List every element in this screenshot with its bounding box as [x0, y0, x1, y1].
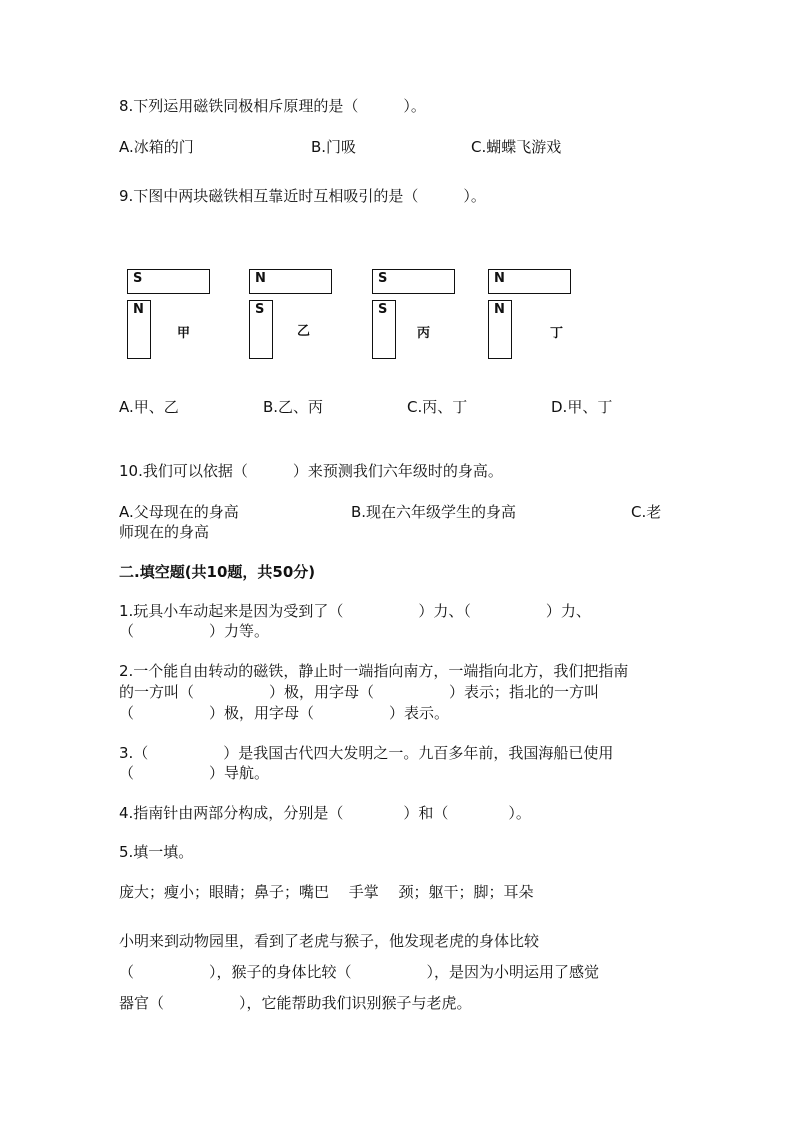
q10-stem: 10.我们可以依据（ ）来预测我们六年级时的身高。 [119, 462, 503, 480]
pole-label: N [255, 271, 266, 286]
q9-option-a: A.甲、乙 [119, 398, 179, 416]
vertical-magnet [249, 300, 273, 359]
fill-q1-line1: 1.玩具小车动起来是因为受到了（ ）力、（ ）力、 [119, 602, 591, 620]
q8-option-a: A.冰箱的门 [119, 138, 194, 156]
fill-q2-line3: （ ）极，用字母（ ）表示。 [119, 704, 450, 722]
pole-label: N [494, 302, 505, 317]
q9-option-b: B.乙、丙 [263, 398, 324, 416]
fill-q5-word-bank: 庞大；瘦小；眼睛；鼻子；嘴巴 手掌 颈；躯干；脚；耳朵 [119, 883, 534, 901]
horizontal-magnet [488, 269, 571, 294]
horizontal-magnet [372, 269, 455, 294]
q10-option-c: C.老 [631, 503, 662, 521]
fill-q2-line1: 2.一个能自由转动的磁铁，静止时一端指向南方，一端指向北方，我们把指南 [119, 662, 629, 680]
fill-q5-line2: （ ），猴子的身体比较（ ），是因为小明运用了感觉 [119, 963, 600, 981]
pole-label: S [133, 271, 143, 286]
figure-label: 甲 [177, 326, 191, 341]
fill-q5-line3: 器官（ ），它能帮助我们识别猴子与老虎。 [119, 994, 472, 1012]
q9-option-d: D.甲、丁 [551, 398, 613, 416]
horizontal-magnet [249, 269, 332, 294]
fill-q5-title: 5.填一填。 [119, 843, 194, 861]
figure-label: 乙 [297, 324, 311, 339]
q8-stem: 8.下列运用磁铁同极相斥原理的是（ ）。 [119, 97, 426, 115]
vertical-magnet [488, 300, 512, 359]
q10-option-a: A.父母现在的身高 [119, 503, 239, 521]
pole-label: S [378, 302, 388, 317]
q10-option-c-continuation: 师现在的身高 [119, 523, 210, 541]
fill-q1-line2: （ ）力等。 [119, 622, 270, 640]
fill-q3-line1: 3.（ ）是我国古代四大发明之一。九百多年前，我国海船已使用 [119, 744, 614, 762]
vertical-magnet [127, 300, 151, 359]
horizontal-magnet [127, 269, 210, 294]
fill-q2-line2: 的一方叫（ ）极，用字母（ ）表示；指北的一方叫 [119, 683, 600, 701]
q9-option-c: C.丙、丁 [407, 398, 468, 416]
fill-q5-line1: 小明来到动物园里，看到了老虎与猴子，他发现老虎的身体比较 [119, 932, 540, 950]
fill-q3-line2: （ ）导航。 [119, 764, 270, 782]
q8-option-c: C.蝴蝶飞游戏 [471, 138, 562, 156]
pole-label: S [378, 271, 388, 286]
q8-option-b: B.门吸 [311, 138, 357, 156]
vertical-magnet [372, 300, 396, 359]
pole-label: N [133, 302, 144, 317]
fill-q4: 4.指南针由两部分构成，分别是（ ）和（ ）。 [119, 804, 531, 822]
section-title: 二.填空题(共10题，共50分) [119, 563, 316, 581]
pole-label: S [255, 302, 265, 317]
figure-label: 丁 [550, 326, 564, 341]
figure-label: 丙 [417, 326, 431, 341]
q9-stem: 9.下图中两块磁铁相互靠近时互相吸引的是（ ）。 [119, 187, 486, 205]
pole-label: N [494, 271, 505, 286]
q10-option-b: B.现在六年级学生的身高 [351, 503, 517, 521]
